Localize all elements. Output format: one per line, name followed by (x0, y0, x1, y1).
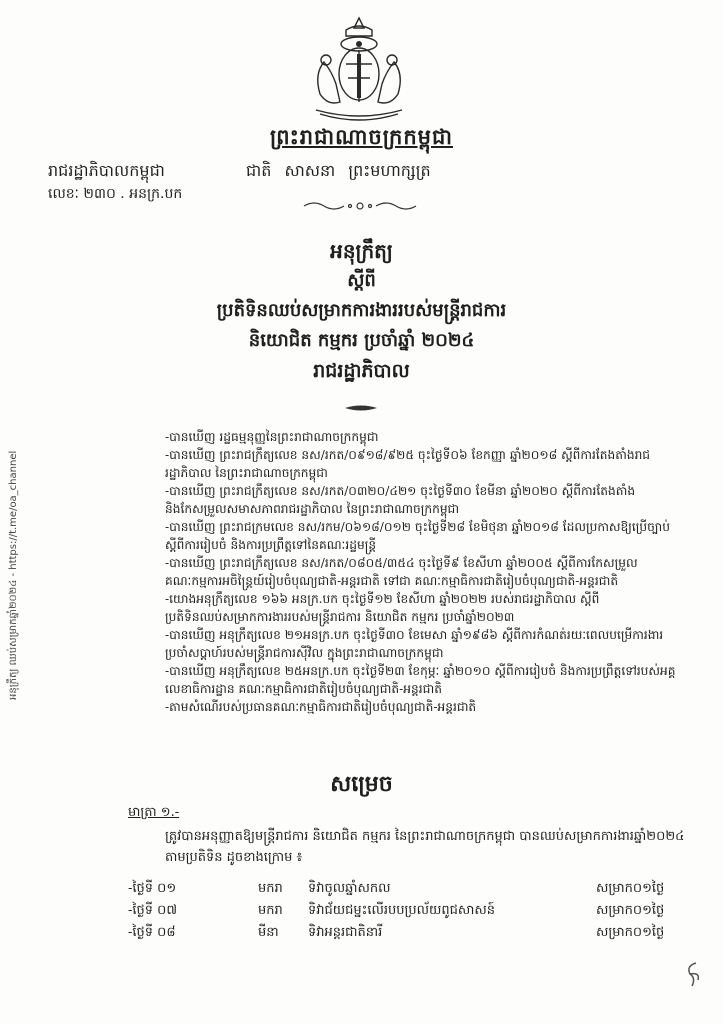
list-item: -បានឃើញ ព្រះរាជក្រឹត្យលេខ នស/រកត/០៩១៨/៩២៥ ចុះថ្ងៃទី០៦ ខែកញ្ញា ឆ្នាំ២០១៨ ស្តីពីការតែងតាំងរាជរដ្ឋាភិបាល នៃព្រះរាជាណាចក្រកម្ពុជា (165, 448, 651, 480)
article-label: មាត្រា ១.- (128, 805, 180, 820)
holiday-rest: សម្រាក០១ថ្ងៃ (596, 881, 665, 896)
kingdom-heading: ព្រះរាជាណាចក្រកម្ពុជា (269, 124, 453, 149)
list-item: -បានឃើញ ព្រះរាជក្រឹត្យលេខ នស/រកត/០៨០៥/៣៥៤ ចុះថ្ងៃទី៩ ខែសីហា ឆ្នាំ២០០៥ ស្តីពីការកែសម្រួលគណៈកម្មការអចិន្ត្រៃយ៍រៀបចំបុណ្យជាតិ-អន្តរជាតិ ទៅជា គណៈកម្មាធិការជាតិរៀបចំបុណ្យជាតិ-អន្តរជាតិ (165, 556, 638, 588)
holiday-day: -ថ្ងៃទី ០១ (128, 881, 177, 896)
holiday-month: មករា (258, 903, 283, 918)
holiday-name: ទិវាជ័យជម្នះលើរបបប្រល័យពូជសាសន៍ (308, 903, 496, 918)
reference-list (165, 428, 685, 716)
decision-heading: សម្រេច (330, 771, 393, 797)
side-channel-note: អនុក្រឹត្យ ឈប់សម្រាកឆ្នាំ២០២៤ - https://t.me/oa_channel (8, 450, 19, 700)
holiday-day: -ថ្ងៃទី ០៨ (128, 925, 176, 940)
title-subject: ប្រតិទិនឈប់សម្រាកការងាររបស់មន្ត្រីរាជការ (216, 300, 507, 321)
title-government: រាជរដ្ឋាភិបាល (313, 360, 410, 382)
list-item: -បានឃើញ ព្រះរាជក្រឹត្យលេខ នស/រកត/០៣២០/៤២១ ចុះថ្ងៃទី៣០ ខែមីនា ឆ្នាំ២០២០ ស្តីពីការតែងតាំង និងកែសម្រួលសមាសភាពរាជរដ្ឋាភិបាល នៃព្រះរាជាណាចក្រកម្ពុជា (165, 484, 636, 516)
ornament-divider-icon (300, 198, 420, 212)
holiday-list (128, 880, 688, 946)
table-row (128, 880, 688, 902)
holiday-name: ទិវាចូលឆ្នាំសកល (308, 881, 391, 896)
title-decree: អនុក្រឹត្យ (330, 239, 393, 263)
table-row (128, 902, 688, 924)
article-paragraph: ត្រូវបានអនុញ្ញាតឱ្យមន្ត្រីរាជការ និយោជិត កម្មករ នៃព្រះរាជាណាចក្រកម្ពុជា បានឈប់សម្រាកការងារឆ្នាំ២០២៤ តាមប្រតិទិន ដូចខាងក្រោម ៖ (165, 829, 685, 865)
list-item: -បានឃើញ រដ្ឋធម្មនុញ្ញនៃព្រះរាជាណាចក្រកម្ពុជា (165, 430, 379, 444)
initial-mark-icon (684, 960, 704, 996)
title-on: ស្តីពី (347, 270, 376, 291)
holiday-name: ទិវាអន្តរជាតិនារី (308, 925, 383, 940)
dash-ornament-icon (343, 398, 379, 408)
holiday-rest: សម្រាក០១ថ្ងៃ (596, 925, 665, 940)
government-label: រាជរដ្ឋាភិបាលកម្ពុជា (48, 161, 165, 180)
document-number: លេខៈ ២៣០ . អនក្រ.បក (48, 186, 183, 202)
list-item: -តាមសំណើរបស់ប្រធានគណៈកម្មាធិការជាតិរៀបចំបុណ្យជាតិ-អន្តរជាតិ (165, 700, 477, 714)
national-motto: ជាតិ សាសនា ព្រះមហាក្សត្រ (246, 161, 431, 180)
document-title (0, 236, 723, 386)
list-item: -បានឃើញ អនុក្រឹត្យលេខ ២១អនក្រ.បក ចុះថ្ងៃទី៣០ ខែមេសា ឆ្នាំ១៩៨៦ ស្តីពីការកំណត់រយៈពេលបម្រើការងារប្រចាំសប្តាហ៍របស់មន្ត្រីរាជការស៊ីវិល ក្នុងព្រះរាជាណាចក្រកម្ពុជា (165, 628, 664, 660)
list-item: -បានឃើញ អនុក្រឹត្យលេខ ២៥អនក្រ.បក ចុះថ្ងៃទី២៣ ខែកុម្ភៈ ឆ្នាំ២០១០ ស្តីពីការរៀបចំ និងការប្រព្រឹត្តទៅរបស់អគ្គលេខាធិការដ្ឋាន គណៈកម្មាធិការជាតិរៀបចំបុណ្យជាតិ-អន្តរជាតិ (165, 664, 676, 696)
holiday-month: មីនា (258, 925, 279, 940)
holiday-day: -ថ្ងៃទី ០៧ (128, 903, 178, 918)
title-subject-2: និយោជិត កម្មករ ប្រចាំឆ្នាំ ២០២៤ (248, 330, 475, 351)
holiday-month: មករា (258, 881, 283, 896)
table-row (128, 924, 688, 946)
holiday-rest: សម្រាក០១ថ្ងៃ (596, 903, 665, 918)
list-item: -យោងអនុក្រឹត្យលេខ ១៦៦ អនក្រ.បក ចុះថ្ងៃទី១២ ខែសីហា ឆ្នាំ២០២២ របស់រាជរដ្ឋាភិបាល ស្តីពីប្រតិទិនឈប់សម្រាកការងាររបស់មន្ត្រីរាជការ និយោជិត កម្មករ ប្រចាំឆ្នាំ២០២៣ (165, 592, 600, 624)
list-item: -បានឃើញ ព្រះរាជក្រមលេខ នស/រកម/០៦១៨/០១២ ចុះថ្ងៃទី២៨ ខែមិថុនា ឆ្នាំ២០១៨ ដែលប្រកាសឱ្យប្រើច្បាប់ស្តីពីការរៀបចំ និងការប្រព្រឹត្តទៅនៃគណៈរដ្ឋមន្ត្រី (165, 520, 670, 552)
royal-emblem-icon (306, 14, 412, 122)
